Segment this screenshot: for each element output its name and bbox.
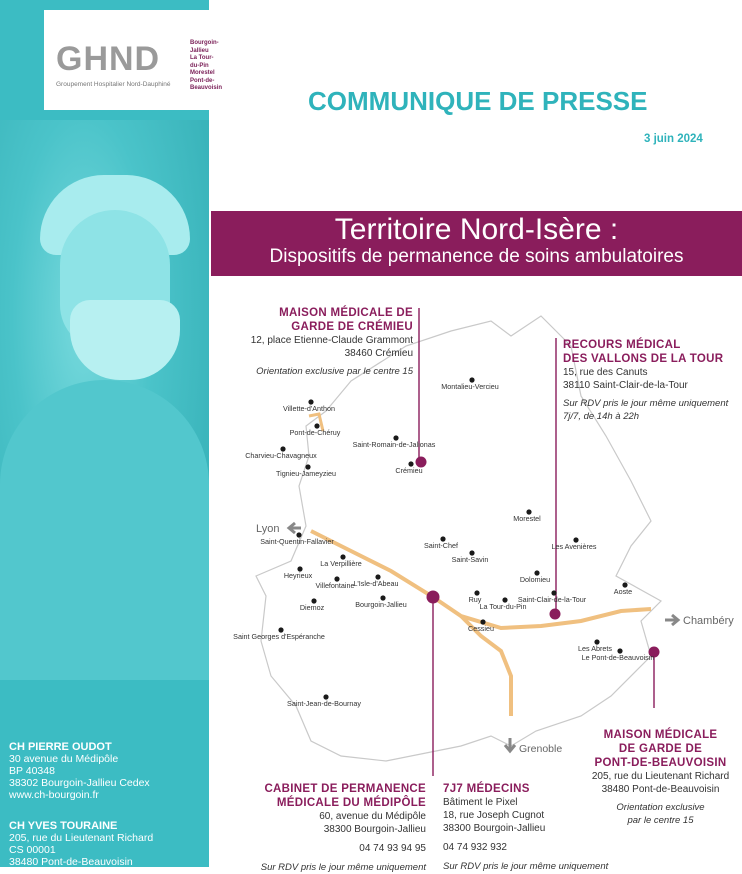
address-name: CH PIERRE OUDOT — [9, 741, 112, 753]
facility-line: 12, place Etienne-Claude Grammont — [250, 335, 413, 346]
facility-medipole — [261, 782, 426, 874]
direction-chambery: Chambéry — [683, 615, 734, 627]
facility-title: MAISON MÉDICALE DE — [279, 307, 413, 319]
facility-title: 7J7 MÉDECINS — [443, 783, 530, 795]
place-label: Pont-de-Chéruy — [289, 428, 341, 437]
place-label: Saint Georges d'Espéranche — [233, 632, 325, 641]
place-label: Aoste — [613, 587, 633, 596]
place-label: Les Avenières — [551, 542, 597, 551]
place-label: Saint-Chef — [424, 541, 458, 550]
place-label: Saint-Jean-de-Bournay — [287, 699, 361, 708]
facility-7j7-medecins — [443, 782, 608, 873]
territory-map — [211, 276, 742, 873]
place-label: Ruy — [468, 595, 482, 604]
facility-title: RECOURS MÉDICAL — [563, 339, 681, 351]
place-label: La Verpillière — [320, 559, 362, 568]
facility-line: 18, rue Joseph Cugnot — [443, 810, 545, 821]
facility-note: par le centre 15 — [627, 815, 694, 826]
facility-title: PONT-DE-BEAUVOISIN — [594, 757, 727, 769]
facility-line: 38110 Saint-Clair-de-la-Tour — [563, 380, 688, 391]
place-label: Saint-Clair-de-la-Tour — [517, 595, 587, 604]
facility-title: CABINET DE PERMANENCE — [264, 783, 426, 795]
place-label: Les Abrets — [578, 644, 612, 653]
place-label: Dolomieu — [519, 575, 551, 584]
address-ch-pierre-oudot — [9, 741, 150, 801]
arrow-lyon-icon — [289, 523, 301, 533]
logo-site: Bourgoin-Jallieu — [190, 40, 219, 54]
facility-phone: 04 74 932 932 — [443, 842, 507, 853]
facility-title: GARDE DE CRÉMIEU — [291, 321, 413, 333]
ghnd-logo — [44, 10, 223, 110]
facility-note: Sur RDV pris le jour même uniquement — [563, 398, 729, 409]
address-line: 38480 Pont-de-Beauvoisin — [9, 856, 133, 867]
place-label: Saint-Quentin-Fallavier — [260, 537, 334, 546]
place-label: Charvieu-Chavagneux — [245, 451, 317, 460]
facility-note: Sur RDV pris le jour même uniquement — [443, 861, 609, 872]
marker-vallons — [550, 609, 561, 620]
place-label: Saint-Savin — [451, 555, 489, 564]
place-label: Cessieu — [468, 624, 494, 633]
facility-note: 7j/7, de 14h à 22h — [563, 411, 640, 422]
address-line: 205, rue du Lieutenant Richard — [9, 832, 154, 844]
address-line: 38302 Bourgoin-Jallieu Cedex — [9, 777, 150, 789]
place-label: Heyrieux — [283, 571, 313, 580]
territory-banner — [211, 211, 742, 276]
facility-title: DES VALLONS DE LA TOUR — [563, 353, 724, 365]
place-label: Crémieu — [395, 466, 423, 475]
banner-title: Territoire Nord-Isère : — [334, 213, 619, 246]
place-label: L'Isle-d'Abeau — [353, 579, 399, 588]
place-label: La Tour-du-Pin — [479, 602, 527, 611]
sidebar-photo-panel — [0, 0, 209, 867]
facility-note: Orientation exclusive par le centre 15 — [256, 366, 413, 377]
direction-lyon: Lyon — [256, 523, 280, 535]
banner-subtitle: Dispositifs de permanence de soins ambulatoires — [269, 246, 684, 267]
place-label: Le Pont-de-Beauvoisin — [581, 653, 655, 662]
logo-subtitle: Groupement Hospitalier Nord-Dauphiné — [56, 81, 171, 88]
logo-site: La Tour-du-Pin — [190, 55, 214, 69]
facility-line: Bâtiment le Pixel — [443, 797, 518, 808]
surgeon-body-shape — [0, 380, 209, 680]
address-line: 30 avenue du Médipôle — [9, 753, 119, 765]
facility-line: 38300 Bourgoin-Jallieu — [323, 824, 426, 835]
press-date: 3 juin 2024 — [644, 133, 703, 145]
facility-title: MÉDICALE DU MÉDIPÔLE — [276, 797, 426, 809]
logo-sites — [190, 40, 222, 93]
facility-note: Orientation exclusive — [616, 802, 705, 813]
facility-line: 38480 Pont-de-Beauvoisin — [601, 784, 720, 795]
facility-line: 205, rue du Lieutenant Richard — [591, 771, 730, 782]
place-label: Tignieu-Jameyzieu — [275, 469, 337, 478]
logo-wordmark: GHND — [56, 40, 161, 78]
logo-site: Morestel — [190, 70, 215, 76]
place-label: Villefontaine — [315, 581, 355, 590]
facility-cremieu — [251, 306, 413, 378]
address-line: CS 00001 — [9, 844, 56, 856]
address-ch-yves-touraine — [9, 820, 153, 867]
place-label: Villette-d'Anthon — [283, 404, 335, 413]
facility-line: 60, avenue du Médipôle — [319, 811, 426, 822]
arrow-chambery-icon — [665, 615, 678, 625]
website-link[interactable]: www.ch-bourgoin.fr — [9, 789, 99, 801]
facility-line: 15, rue des Canuts — [563, 367, 648, 378]
place-label: Morestel — [513, 514, 541, 523]
address-name: CH YVES TOURAINE — [9, 820, 118, 832]
facility-line: 38300 Bourgoin-Jallieu — [443, 823, 546, 834]
place-label: Diemoz — [299, 603, 325, 612]
page-title: COMMUNIQUE DE PRESSE — [308, 86, 648, 116]
facility-title: MAISON MÉDICALE — [603, 729, 718, 741]
direction-grenoble: Grenoble — [519, 743, 563, 755]
facility-line: 38460 Crémieu — [344, 348, 413, 359]
facility-note: Sur RDV pris le jour même uniquement — [260, 862, 426, 873]
facility-vallons — [563, 338, 728, 423]
facility-phone: 04 74 93 94 95 — [359, 843, 426, 854]
place-label: Saint-Romain-de-Jalionas — [352, 440, 436, 449]
facility-title: DE GARDE DE — [618, 743, 703, 755]
place-label: Bourgoin-Jallieu — [355, 600, 407, 609]
logo-site: Pont-de-Beauvoisin — [190, 77, 223, 91]
place-label: Montalieu-Vercieu — [441, 382, 499, 391]
marker-bourgoin — [427, 591, 440, 604]
address-line: BP 40348 — [9, 765, 55, 777]
